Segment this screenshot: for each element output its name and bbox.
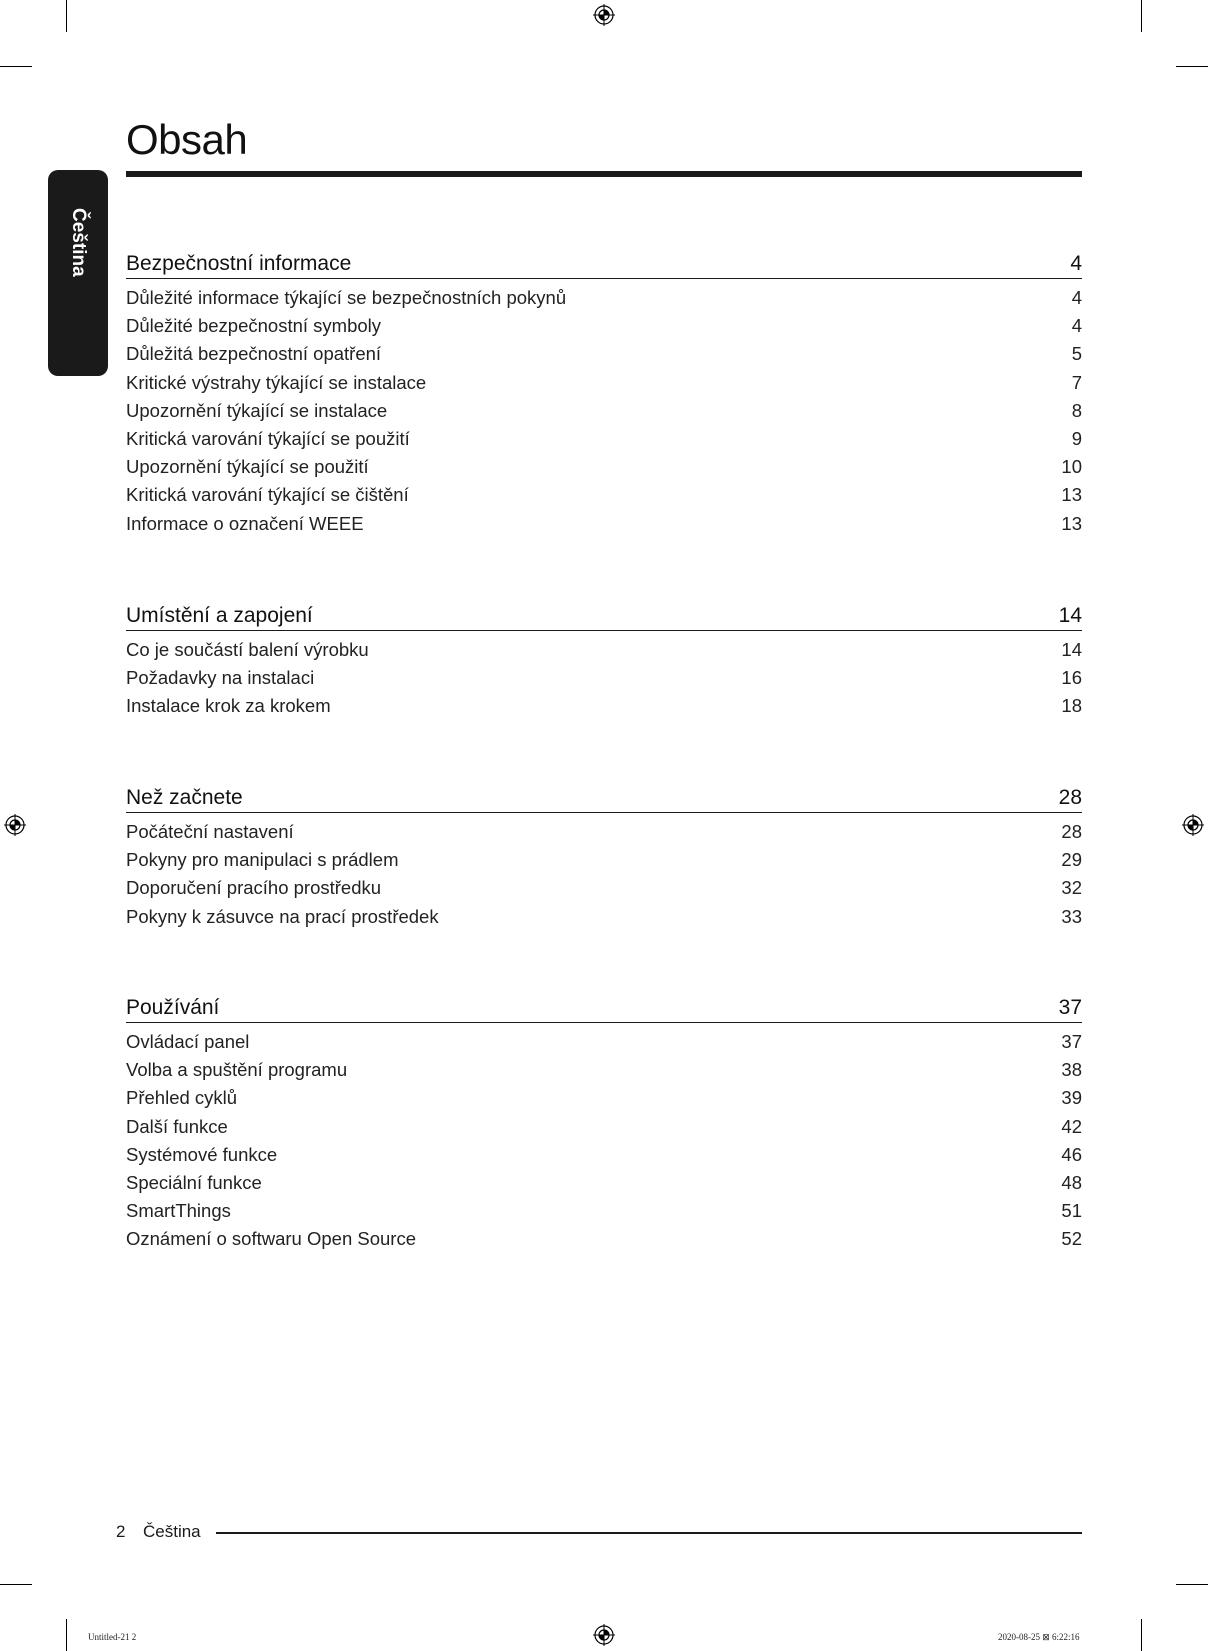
toc-item-label: Upozornění týkající se instalace [126,399,388,421]
toc-item-page: 46 [1061,1143,1082,1165]
toc-item[interactable] [126,1197,1082,1225]
toc-item[interactable] [126,1141,1082,1169]
toc-item[interactable] [126,397,1082,425]
toc-item[interactable] [126,846,1082,874]
toc-item-label: Kritická varování týkající se čištění [126,484,409,506]
toc-item-label: Důležité informace týkající se bezpečnostních pokynů [126,287,567,309]
toc-item[interactable] [126,818,1082,846]
toc-item-page: 37 [1061,1031,1082,1053]
toc-item[interactable] [126,636,1082,664]
toc-item-label: Přehled cyklů [126,1087,238,1109]
toc-item-label: Kritická varování týkající se použití [126,428,410,450]
toc-section [126,990,1082,1254]
language-tab [48,170,108,376]
registration-mark-icon [1182,814,1204,836]
page-title: Obsah [126,116,248,163]
toc-item[interactable] [126,369,1082,397]
toc-item-page: 32 [1061,877,1082,899]
toc-item-label: Oznámení o softwaru Open Source [126,1228,416,1250]
toc-section-heading[interactable] [126,780,1082,813]
toc-item-page: 42 [1061,1115,1082,1137]
toc-item[interactable] [126,312,1082,340]
crop-mark [0,1584,32,1585]
toc-item-label: Co je součástí balení výrobku [126,639,369,661]
toc-item-page: 39 [1061,1087,1082,1109]
print-slug-right: 2020-08-25 ⊠ 6:22:16 [998,1632,1080,1642]
toc-item[interactable] [126,1225,1082,1253]
toc-item[interactable] [126,340,1082,368]
toc-item-label: Požadavky na instalaci [126,667,315,689]
toc-item[interactable] [126,453,1082,481]
toc-item-label: Důležité bezpečnostní symboly [126,315,382,337]
toc-item-label: Speciální funkce [126,1172,262,1194]
toc-item-label: Informace o označení WEEE [126,512,364,534]
toc-item-page: 7 [1071,371,1082,393]
toc-item-page: 13 [1061,512,1082,534]
crop-mark [66,0,67,32]
toc-item-label: Volba a spuštění programu [126,1059,348,1081]
toc-section-page: 37 [1058,996,1082,1019]
toc-item-label: Instalace krok za krokem [126,695,331,717]
crop-mark [1141,0,1142,32]
toc-item-label: Počáteční nastavení [126,821,294,843]
footer-language: Čeština [143,1522,201,1541]
crop-mark [66,1619,67,1651]
toc-section-title: Bezpečnostní informace [126,252,352,275]
toc-item-label: Pokyny pro manipulaci s prádlem [126,849,399,871]
toc-item[interactable] [126,874,1082,902]
toc-item-page: 33 [1061,905,1082,927]
registration-mark-icon [4,814,26,836]
toc-item[interactable] [126,1084,1082,1112]
toc-item-page: 4 [1071,315,1082,337]
toc-item-page: 51 [1061,1200,1082,1222]
toc-section-heading[interactable] [126,598,1082,631]
toc-item-page: 52 [1061,1228,1082,1250]
toc-section-title: Používání [126,996,220,1019]
crop-mark [0,66,32,67]
toc-section-title: Než začnete [126,786,243,809]
toc-item-label: Doporučení pracího prostředku [126,877,382,899]
toc-item-page: 10 [1061,456,1082,478]
toc-item-page: 8 [1071,399,1082,421]
toc-item-page: 18 [1061,695,1082,717]
toc-item-page: 9 [1071,428,1082,450]
toc-item-page: 13 [1061,484,1082,506]
toc-section [126,780,1082,931]
toc-item-page: 16 [1061,667,1082,689]
toc-item[interactable] [126,903,1082,931]
toc-item[interactable] [126,425,1082,453]
toc-section-title: Umístění a zapojení [126,604,313,627]
footer-rule [216,1532,1082,1534]
toc-item-label: Pokyny k zásuvce na prací prostředek [126,905,439,927]
toc-item-page: 48 [1061,1172,1082,1194]
language-tab-label: Čeština [68,208,89,277]
toc-item[interactable] [126,664,1082,692]
toc-item-label: Ovládací panel [126,1031,250,1053]
crop-mark [1176,66,1208,67]
toc-item-page: 38 [1061,1059,1082,1081]
toc-item[interactable] [126,1169,1082,1197]
toc-section-heading[interactable] [126,246,1082,279]
crop-mark [1141,1619,1142,1651]
toc-item[interactable] [126,510,1082,538]
toc-section [126,598,1082,721]
toc-section-page: 4 [1070,252,1082,275]
title-rule [126,171,1082,177]
toc-item-label: Kritické výstrahy týkající se instalace [126,371,427,393]
toc-section-heading[interactable] [126,990,1082,1023]
toc-item-label: Další funkce [126,1115,228,1137]
print-slug-left: Untitled-21 2 [88,1632,137,1642]
toc-item-page: 5 [1071,343,1082,365]
footer-page-number: 2 [116,1522,126,1541]
toc-item-page: 4 [1071,287,1082,309]
toc-item[interactable] [126,1028,1082,1056]
toc-section-page: 14 [1058,604,1082,627]
toc-item[interactable] [126,1056,1082,1084]
toc-item-label: Upozornění týkající se použití [126,456,369,478]
toc-item[interactable] [126,481,1082,509]
toc-section [126,246,1082,538]
toc-item-label: Důležitá bezpečnostní opatření [126,343,382,365]
registration-mark-icon [593,4,615,26]
toc-item[interactable] [126,1113,1082,1141]
toc-item-label: Systémové funkce [126,1143,278,1165]
toc-item-label: SmartThings [126,1200,231,1222]
toc-item-page: 14 [1061,639,1082,661]
crop-mark [1176,1584,1208,1585]
registration-mark-icon [593,1624,615,1646]
toc-item-page: 29 [1061,849,1082,871]
toc-section-page: 28 [1058,786,1082,809]
toc-item[interactable] [126,692,1082,720]
toc-item-page: 28 [1061,821,1082,843]
toc-item[interactable] [126,284,1082,312]
